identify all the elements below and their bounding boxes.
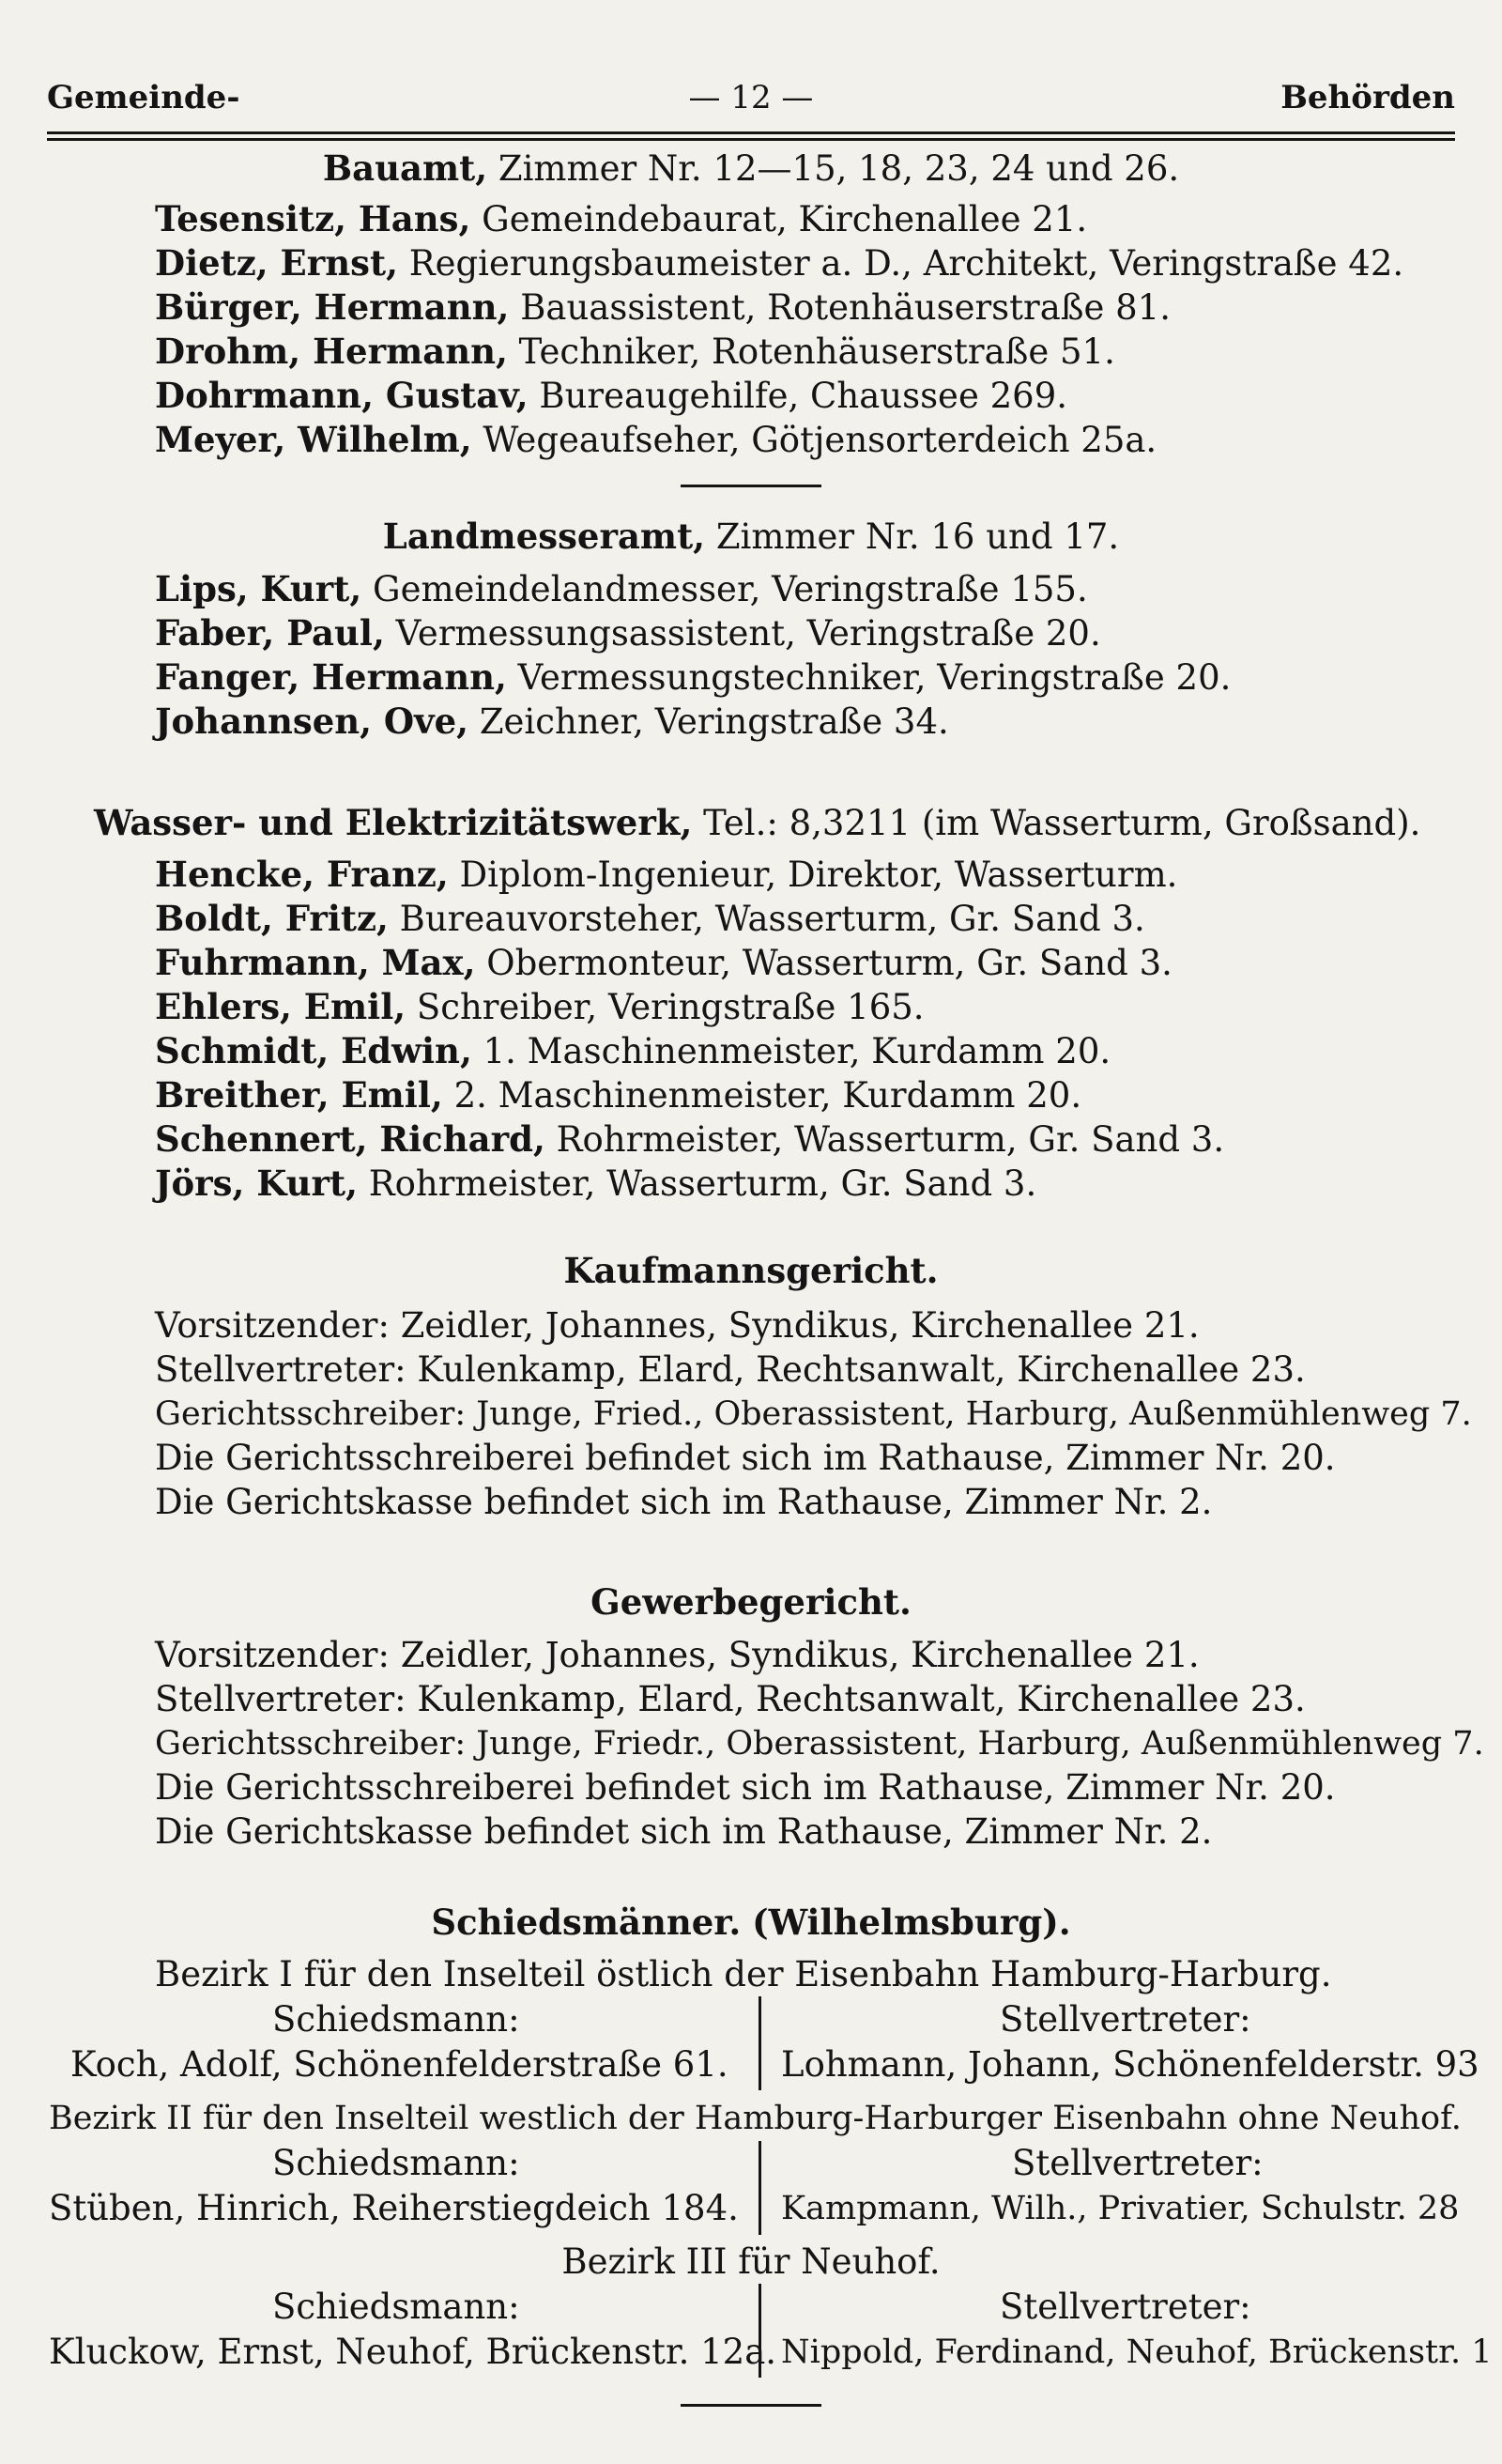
list-item: Johannsen, Ove, Zeichner, Veringstraße 34. [155, 701, 949, 742]
stellvertreter-entry: Kampmann, Wilh., Privatier, Schulstr. 28 [781, 2190, 1460, 2227]
schiedsmann-entry: Kluckow, Ernst, Neuhof, Brückenstr. 12a. [49, 2332, 777, 2372]
list-item: Vorsitzender: Zeidler, Johannes, Syndikus, Kirchenallee 21. [155, 1635, 1200, 1675]
list-item: Stellvertreter: Kulenkamp, Elard, Rechtsanwalt, Kirchenallee 23. [155, 1349, 1306, 1390]
list-item: Faber, Paul, Vermessungsassistent, Veringstraße 20. [155, 612, 1101, 654]
list-item: Schmidt, Edwin, 1. Maschinenmeister, Kurdamm 20. [155, 1030, 1111, 1071]
column-divider [759, 2141, 761, 2235]
section-divider [681, 485, 821, 487]
schiedsmann-label: Schiedsmann: [272, 2143, 520, 2183]
list-item: Gerichtsschreiber: Junge, Friedr., Oberassistent, Harburg, Außenmühlenweg 7. [155, 1725, 1484, 1763]
list-item: Schennert, Richard, Rohrmeister, Wasserturm, Gr. Sand 3. [155, 1118, 1225, 1160]
header-left: Gemeinde- [47, 79, 240, 116]
list-item: Dohrmann, Gustav, Bureaugehilfe, Chaussee 269. [155, 375, 1067, 416]
bauamt-heading [0, 146, 1502, 190]
list-item: Die Gerichtsschreiberei befindet sich im Rathause, Zimmer Nr. 20. [155, 1438, 1336, 1478]
list-item: Breither, Emil, 2. Maschinenmeister, Kurdamm 20. [155, 1074, 1082, 1116]
stellvertreter-entry: Lohmann, Johann, Schönenfelderstr. 93 [781, 2044, 1479, 2085]
bauamt-rooms: Zimmer Nr. 12—15, 18, 23, 24 und 26. [498, 148, 1180, 189]
list-item: Die Gerichtskasse befindet sich im Rathause, Zimmer Nr. 2. [155, 1811, 1213, 1852]
stellvertreter-label: Stellvertreter: [1000, 1999, 1251, 2040]
schiedsmann-entry: Koch, Adolf, Schönenfelderstraße 61. [70, 2044, 728, 2085]
list-item: Lips, Kurt, Gemeindelandmesser, Veringstraße 155. [155, 568, 1088, 609]
bezirk-heading: Bezirk I für den Inselteil östlich der Eisenbahn Hamburg-Harburg. [155, 1954, 1332, 1994]
header-rule-top [47, 131, 1455, 134]
list-item: Hencke, Franz, Diplom-Ingenieur, Direktor, Wasserturm. [155, 854, 1178, 895]
list-item: Fanger, Hermann, Vermessungstechniker, Veringstraße 20. [155, 656, 1232, 698]
kaufmannsgericht-title: Kaufmannsgericht. [563, 1250, 939, 1291]
section-divider [681, 2404, 821, 2407]
schiedsmann-entry: Stüben, Hinrich, Reiherstiegdeich 184. [49, 2188, 739, 2228]
column-divider [759, 1996, 761, 2090]
page-number: — 12 — [688, 79, 814, 116]
schiedsmann-label: Schiedsmann: [272, 1999, 520, 2040]
bezirk-heading: Bezirk II für den Inselteil westlich der Hamburg-Harburger Eisenbahn ohne Neuhof. [49, 2100, 1462, 2137]
header-right: Behörden [1280, 79, 1455, 116]
stellvertreter-label: Stellvertreter: [1000, 2287, 1251, 2327]
list-item: Die Gerichtskasse befindet sich im Rathause, Zimmer Nr. 2. [155, 1482, 1213, 1522]
schiedsmaenner-heading: Schiedsmänner. (Wilhelmsburg). [431, 1902, 1071, 1943]
list-item: Fuhrmann, Max, Obermonteur, Wasserturm, Gr. Sand 3. [155, 942, 1172, 983]
list-item: Drohm, Hermann, Techniker, Rotenhäuserstraße 51. [155, 331, 1115, 372]
list-item: Gerichtsschreiber: Junge, Fried., Oberassistent, Harburg, Außenmühlenweg 7. [155, 1395, 1472, 1433]
list-item: Boldt, Fritz, Bureauvorsteher, Wasserturm, Gr. Sand 3. [155, 898, 1145, 939]
gewerbegericht-title: Gewerbegericht. [590, 1581, 912, 1623]
bezirk-heading: Bezirk III für Neuhof. [561, 2241, 941, 2282]
list-item: Meyer, Wilhelm, Wegeaufseher, Götjensorterdeich 25a. [155, 419, 1157, 460]
list-item: Vorsitzender: Zeidler, Johannes, Syndikus, Kirchenallee 21. [155, 1305, 1200, 1346]
schiedsmann-label: Schiedsmann: [272, 2287, 520, 2327]
list-item: Tesensitz, Hans, Gemeindebaurat, Kirchenallee 21. [155, 198, 1088, 239]
stellvertreter-entry: Nippold, Ferdinand, Neuhof, Brückenstr. 1 [781, 2333, 1493, 2371]
bauamt-title: Bauamt, [322, 147, 488, 189]
page-header [47, 79, 1455, 126]
stellvertreter-label: Stellvertreter: [1012, 2143, 1264, 2183]
list-item: Stellvertreter: Kulenkamp, Elard, Rechtsanwalt, Kirchenallee 23. [155, 1679, 1306, 1719]
column-divider [759, 2284, 761, 2378]
list-item: Jörs, Kurt, Rohrmeister, Wasserturm, Gr. Sand 3. [155, 1163, 1037, 1204]
wasserwerk-heading: Wasser- und Elektrizitätswerk, Tel.: 8,3211 (im Wasserturm, Großsand). [94, 802, 1421, 843]
list-item: Ehlers, Emil, Schreiber, Veringstraße 165. [155, 986, 925, 1027]
list-item: Dietz, Ernst, Regierungsbaumeister a. D., Architekt, Veringstraße 42. [155, 242, 1404, 284]
list-item: Bürger, Hermann, Bauassistent, Rotenhäuserstraße 81. [155, 286, 1171, 328]
landmesseramt-heading: Landmesseramt, Zimmer Nr. 16 und 17. [382, 516, 1120, 557]
header-rule-bottom [47, 138, 1455, 141]
list-item: Die Gerichtsschreiberei befindet sich im Rathause, Zimmer Nr. 20. [155, 1767, 1336, 1808]
